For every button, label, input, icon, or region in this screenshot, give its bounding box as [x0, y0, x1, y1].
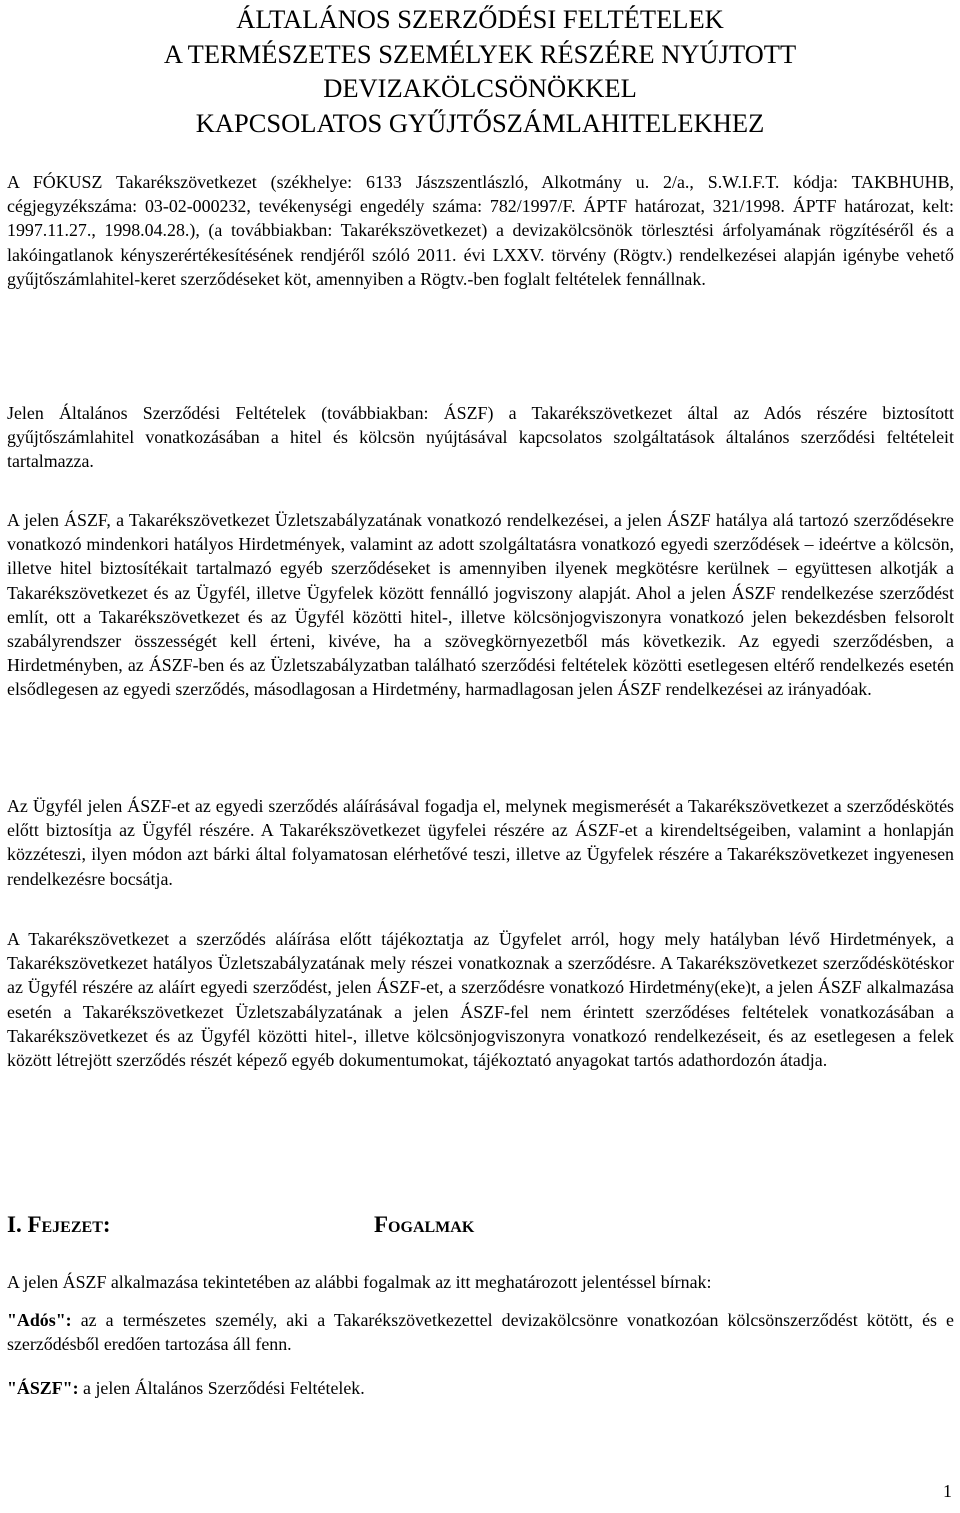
definition-term: "Adós": — [7, 1310, 72, 1330]
title-line: DEVIZAKÖLCSÖNÖKKEL — [323, 73, 637, 103]
title-line: KAPCSOLATOS GYŰJTŐSZÁMLAHITELEKHEZ — [195, 107, 765, 138]
paragraph-scope: Jelen Általános Szerződési Feltételek (továbbiakban: ÁSZF) a Takarékszövetkezet által az Adós részére biztosított gyűjtőszámlahitel vonatkozásában a hitel és kölcsön nyújtásával kapcsolatos szolgáltatások általános szerződési feltételeit tartalmazza. — [7, 403, 954, 472]
title-line: A TERMÉSZETES SZEMÉLYEK RÉSZÉRE NYÚJTOTT — [163, 38, 797, 69]
definitions-intro: A jelen ÁSZF alkalmazása tekintetében az alábbi fogalmak az itt meghatározott jelentéssel bírnak: — [7, 1272, 712, 1292]
paragraph-acceptance: Az Ügyfél jelen ÁSZF-et az egyedi szerződés aláírásával fogadja el, melynek megismerését a Takarékszövetkezet a szerződéskötés előtt biztosítja az Ügyfél részére. A Takarékszövetkezet ügyfelei részére az ÁSZF-et a kirendeltségeiben, valamint a honlapján közzéteszi, ilyen módon azt bárki által folyamatosan elérhetővé teszi, illetve az Ügyfelek részére a Takarékszövetkezet ingyenesen rendelkezésre bocsátja. — [7, 796, 954, 889]
chapter-number: I. Fejezet: — [7, 1212, 111, 1237]
definition-term: "ÁSZF": — [7, 1378, 79, 1398]
paragraph-introduction: A FÓKUSZ Takarékszövetkezet (székhelye: 6133 Jászszentlászló, Alkotmány u. 2/a., S.W.I.F.T. kódja: TAKBHUHB, cégjegyzékszáma: 03-02-000232, tevékenységi engedély száma: 782/1997/F. ÁPTF határozat, 321/1998. ÁPTF határozat, kelt: 1997.11.27., 1998.04.28.), (a továbbiakban: Takarékszövetkezet) a devizakölcsönök törlesztési árfolyamának rögzítéséről és a lakóingatlanok kényszerértékesítésének rendjéről szóló 2011. évi LXXV. törvény (Rögtv.) rendelkezései alapján igénybe vehető gyűjtőszámlahitel-keret szerződéseket köt, amennyiben a Rögtv.-ben foglalt feltételek fennállnak. — [7, 172, 954, 289]
paragraph-legal-framework: A jelen ÁSZF, a Takarékszövetkezet Üzletszabályzatának vonatkozó rendelkezései, a jelen ÁSZF hatálya alá tartozó szerződésekre vonatkozó mindenkori hatályos Hirdetmények, valamint az adott szolgáltatásra vonatkozó egyedi szerződések – ideértve a kölcsön, illetve hitel biztosítékait tartalmazó egyéb szerződéseket is amennyiben ilyenek megkötésre kerülnek – együttesen alkotják a Takarékszövetkezet és az Ügyfél, illetve Ügyfelek között fennálló jogviszony alapját. Ahol a jelen ÁSZF rendelkezése szerződést említ, ott a Takarékszövetkezet és az Ügyfél közötti hitel-, illetve kölcsönjogviszonyra vonatkozó jelen bekezdésben felsorolt szabályrendszer összességét kell érteni, kivéve, ha a szövegkörnyezetből más következik. Az egyedi szerződésben, a Hirdetményben, az ÁSZF-ben és az Üzletszabályzatban található szerződési feltételek közötti esetlegesen eltérő rendelkezés esetén elsődlegesen az egyedi szerződés, másodlagosan a Hirdetmény, harmadlagosan jelen ÁSZF rendelkezései az irányadóak. — [7, 510, 954, 700]
page-number: 1 — [943, 1481, 952, 1501]
definition-text: az a természetes személy, aki a Takarékszövetkezettel devizakölcsönre vonatkozóan kölcsönszerződést kötött, és e szerződésből eredően tartozása áll fenn. — [7, 1310, 954, 1355]
definition-text: a jelen Általános Szerződési Feltételek. — [78, 1378, 365, 1398]
chapter-heading — [7, 1212, 954, 1244]
definition-item — [7, 1308, 954, 1356]
paragraph-information: A Takarékszövetkezet a szerződés aláírása előtt tájékoztatja az Ügyfelet arról, hogy mely hatályban lévő Hirdetmények, a Takarékszövetkezet hatályos Üzletszabályzatának mely részei vonatkoznak a szerződésre. A Takarékszövetkezet szerződéskötéskor az Ügyfél részére az aláírt egyedi szerződést, jelen ÁSZF-et, a szerződésre vonatkozó Hirdetmény(eke)t, a jelen ÁSZF alkalmazása esetén a Takarékszövetkezet Üzletszabályzatának a jelen ÁSZF-fel nem érintett szerződéses feltételek vonatkozásában a Takarékszövetkezet és az Ügyfél közötti hitel-, illetve kölcsönjogviszonyra vonatkozó rendelkezéseit, és az esetlegesen a felek között létrejött szerződés részét képező egyéb dokumentumokat, tájékoztató anyagokat tartós adathordozón átadja. — [7, 929, 954, 1071]
chapter-title: Fogalmak — [374, 1212, 475, 1237]
document-title — [0, 2, 960, 140]
title-line: ÁLTALÁNOS SZERZŐDÉSI FELTÉTELEK — [236, 4, 724, 34]
definition-item — [7, 1376, 954, 1400]
